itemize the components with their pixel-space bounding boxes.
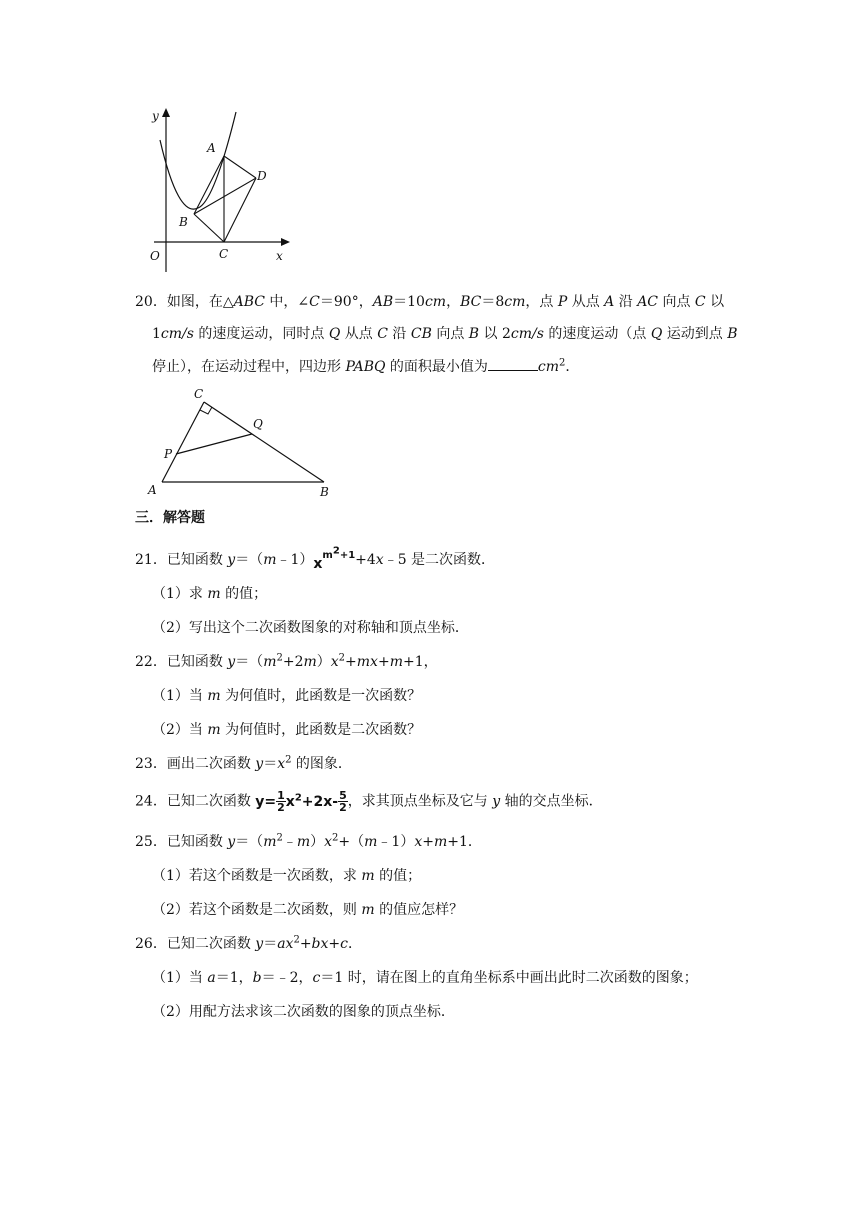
q22-part-1: （1）当 m 为何值时，此函数是一次函数？ <box>152 688 422 704</box>
q26-part-1: （1）当 a＝1，b＝﹣2，c＝1 时，请在图上的直角坐标系中画出此时二次函数的图象； <box>152 970 698 986</box>
q26-part-2: （2）用配方法求该二次函数的图象的顶点坐标． <box>152 1004 455 1020</box>
q25-stem: 25．已知函数 $y=(m^2﹣m)x^2+(m﹣1)x+m+1$． <box>135 832 482 850</box>
label-c: C <box>219 247 229 261</box>
q22-stem: 22．已知函数 $y=(m^2+2m)x^2+mx+m+1$， <box>135 652 438 670</box>
answer-blank <box>488 356 538 371</box>
q25-part-2: （2）若这个函数是二次函数，则 m 的值应怎样？ <box>152 902 464 918</box>
right-angle-mark <box>200 407 212 414</box>
label-c: C <box>194 387 204 401</box>
coordinate-figure <box>140 100 300 280</box>
segment-ac <box>162 402 204 482</box>
label-b: B <box>179 215 188 229</box>
triangle-figure <box>140 382 350 502</box>
quadratic-formula: y= $\frac{1}{2}$ $x^2+2x-$ $\frac{5}{2}$ <box>255 789 347 814</box>
q24-stem: 24．已知二次函数 y= $\frac{1}{2}$ $x^2+2x-$ $\frac{5}{2}$ ，求其顶点坐标及它与 y 轴的交点坐标． <box>135 789 603 814</box>
label-d: D <box>257 169 267 183</box>
label-a: A <box>148 483 157 497</box>
q20-line-1: 20．如图，在△ABC 中，∠C＝90°，AB＝10cm，BC＝8cm，点 P 从点 A 沿 AC 向点 C 以 <box>135 294 725 310</box>
q21-part-2: （2）写出这个二次函数图象的对称轴和顶点坐标． <box>152 620 469 636</box>
label-a: A <box>207 141 216 155</box>
label-q: Q <box>253 417 263 431</box>
q21-stem: 21．已知函数 $y=(m﹣1)x^{m^2+1}+4x﹣5$ 是二次函数． <box>135 546 496 572</box>
q25-part-1: （1）若这个函数是一次函数，求 m 的值； <box>152 868 422 884</box>
label-o: O <box>150 249 160 263</box>
label-p: P <box>164 447 173 461</box>
x-axis-arrow <box>281 238 290 246</box>
y-axis-arrow <box>162 108 170 117</box>
q23-stem: 23．画出二次函数 $y=x^2$ 的图象． <box>135 754 352 772</box>
q21-part-1: （1）求 m 的值； <box>152 586 268 602</box>
q22-part-2: （2）当 m 为何值时，此函数是二次函数？ <box>152 722 422 738</box>
label-x: x <box>276 249 283 263</box>
q20-line-3: 停止），在运动过程中，四边形 PABQ 的面积最小值为 $cm^2$． <box>152 357 580 375</box>
segment-bc <box>194 214 224 242</box>
power-expression: $x^{m^2+1}$ <box>313 546 356 572</box>
segment-pq <box>176 434 252 454</box>
label-b: B <box>320 485 329 499</box>
q26-stem: 26．已知二次函数 $y=ax^2+bx+c$． <box>135 934 362 952</box>
segment-da <box>224 156 256 178</box>
label-y: y <box>152 109 159 123</box>
q20-line-2: 1cm/s 的速度运动，同时点 Q 从点 C 沿 CB 向点 B 以 2cm/s 的速度运动（点 Q 运动到点 B <box>152 326 738 342</box>
section-heading: 三．解答题 <box>135 510 205 526</box>
parabola-curve <box>160 112 236 209</box>
